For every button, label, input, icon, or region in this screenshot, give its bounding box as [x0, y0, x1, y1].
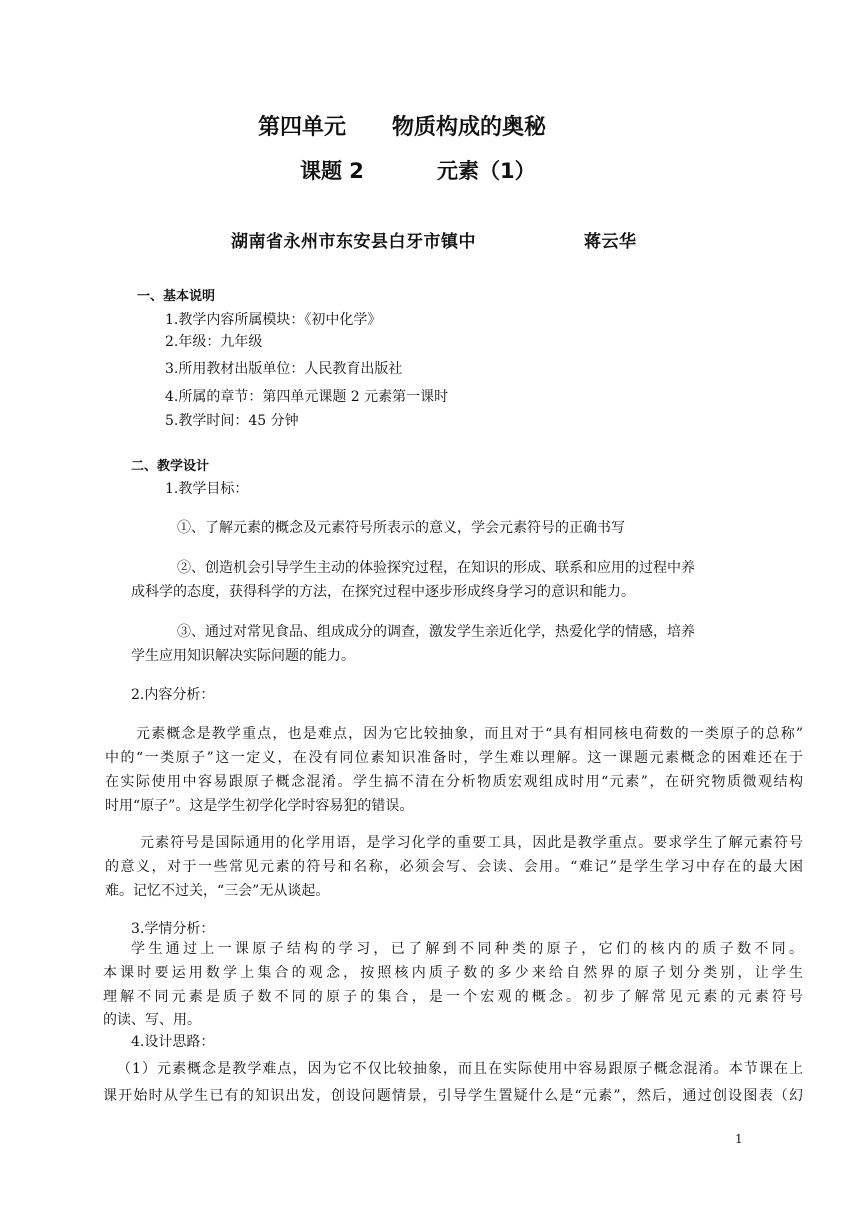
learner-paragraph-line: 理解不同元素是质子数不同的原子的集合，是一个宏观的概念。初步了解常见元素的元素符号 [103, 989, 803, 1005]
content-paragraph-line: 难。记忆不过关，“三会”无从谈起。 [105, 883, 330, 899]
content-paragraph-line: 的意义，对于一些常见元素的符号和名称，必须会写、会读、会用。“难记”是学生学习中存在的最大困 [105, 859, 803, 875]
content-paragraph-line: 元素符号是国际通用的化学用语，是学习化学的重要工具，因此是教学重点。要求学生了解元素符号 [140, 835, 803, 851]
section1-heading: 一、基本说明 [137, 289, 216, 304]
design-paragraph-line: 课开始时从学生已有的知识出发，创设问题情景，引导学生置疑什么是“元素”，然后，通过创设图表（幻 [103, 1088, 803, 1104]
unit-title: 物质构成的奥秘 [392, 115, 547, 140]
page-number: 1 [735, 1132, 743, 1146]
content-paragraph-line: 时用“原子”。这是学生初学化学时容易犯的错误。 [105, 798, 414, 814]
section1-item: 2.年级：九年级 [165, 334, 263, 350]
learner-paragraph-line: 的读、写、用。 [103, 1012, 201, 1028]
content-paragraph-line: 元素概念是教学重点，也是难点，因为它比较抽象，而且对于“具有相同核电荷数的一类原子的总称” [136, 726, 803, 742]
goal-item: ①、了解元素的概念及元素符号所表示的意义，学会元素符号的正确书写 [177, 520, 625, 536]
content-heading: 2.内容分析： [131, 687, 215, 703]
unit-label: 第四单元 [258, 115, 347, 140]
content-paragraph-line: 中的“一类原子”这一定义，在没有同位素知识准备时，学生难以理解。这一课题元素概念的困难还在于 [105, 750, 803, 766]
goal-item: ③、通过对常见食品、组成成分的调查，激发学生亲近化学，热爱化学的情感，培养 [177, 624, 695, 640]
lesson-title: 元素（1） [437, 159, 536, 183]
learner-paragraph-line: 本课时要运用数学上集合的观念，按照核内质子数的多少来给自然界的原子划分类别，让学生 [103, 965, 803, 981]
section1-item: 1.教学内容所属模块：《初中化学》 [165, 312, 382, 328]
goal-item-cont: 学生应用知识解决实际问题的能力。 [131, 648, 355, 664]
lesson-label: 课题 2 [300, 159, 364, 183]
section2-heading: 二、教学设计 [131, 459, 210, 474]
design-paragraph-line: （1）元素概念是教学难点，因为它不仅比较抽象，而且在实际使用中容易跟原子概念混淆。本节课在上 [117, 1061, 803, 1077]
goal-item: ②、创造机会引导学生主动的体验探究过程，在知识的形成、联系和应用的过程中养 [177, 560, 695, 576]
content-paragraph-line: 在实际使用中容易跟原子概念混淆。学生搞不清在分析物质宏观组成时用“元素”，在研究物质微观结构 [105, 774, 803, 790]
section1-item: 5.教学时间：45 分钟 [165, 413, 299, 429]
school-name: 湖南省永州市东安县白牙市镇中 [231, 232, 476, 252]
section1-item: 3.所用教材出版单位：人民教育出版社 [165, 361, 403, 377]
goal-heading: 1.教学目标： [165, 481, 249, 497]
goal-item-cont: 成科学的态度，获得科学的方法，在探究过程中逐步形成终身学习的意识和能力。 [131, 584, 635, 600]
learner-heading: 3.学情分析： [131, 921, 215, 937]
section1-item: 4.所属的章节：第四单元课题 2 元素第一课时 [165, 389, 449, 405]
design-heading: 4.设计思路： [131, 1034, 215, 1050]
learner-paragraph-line: 学生通过上一课原子结构的学习，已了解到不同种类的原子，它们的核内的质子数不同。 [131, 941, 803, 957]
author-name: 蒋云华 [584, 232, 637, 252]
